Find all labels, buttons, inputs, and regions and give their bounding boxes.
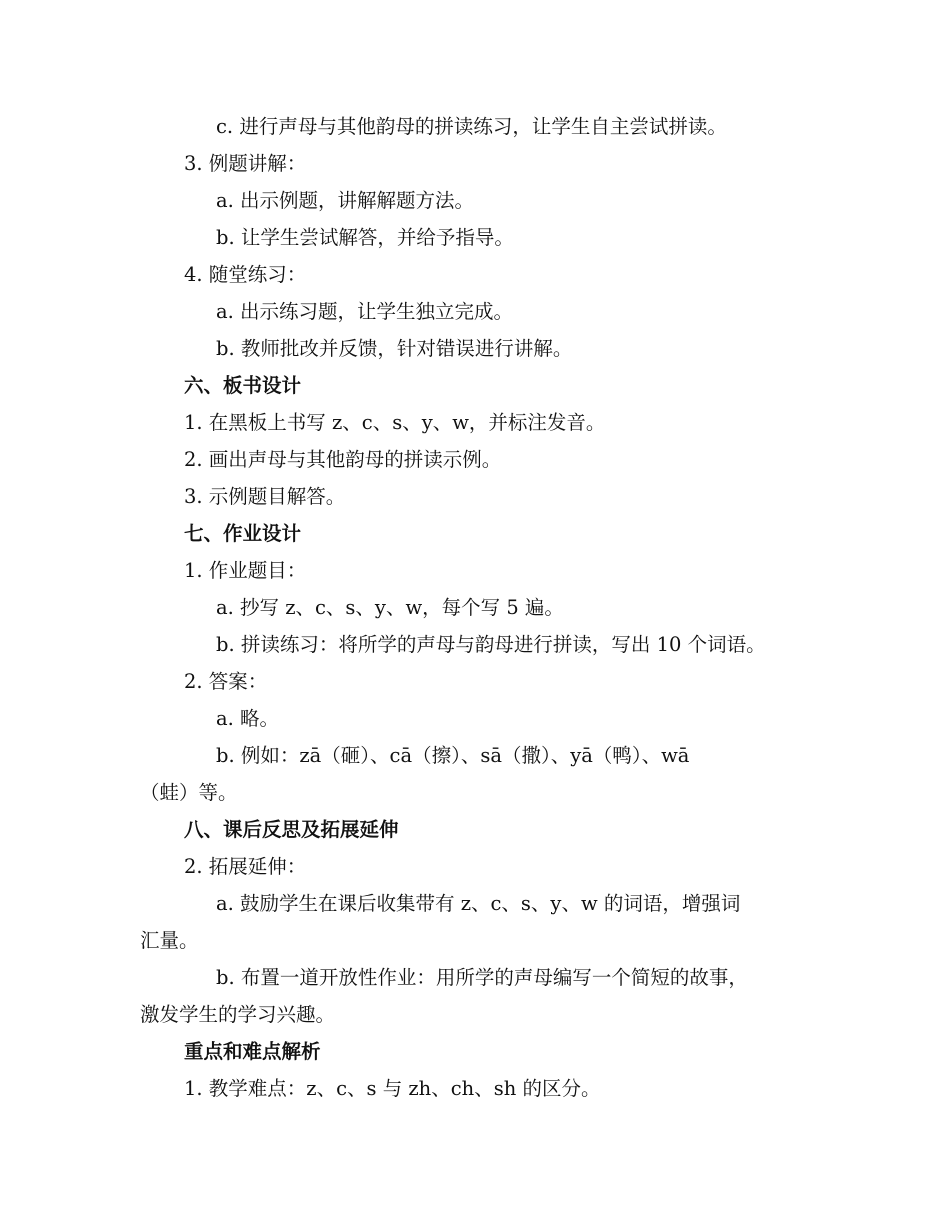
sub-item-a-collect-words-continued: 汇量。 bbox=[140, 929, 199, 952]
sub-item-b-examples: b. 例如：zā（砸）、cā（擦）、sā（撒）、yā（鸭）、wā bbox=[216, 744, 690, 767]
item-3-example-answers: 3. 示例题目解答。 bbox=[184, 485, 346, 508]
item-1-homework-questions: 1. 作业题目： bbox=[184, 559, 307, 582]
section-heading-homework: 七、作业设计 bbox=[184, 522, 302, 545]
sub-item-c-pinyin-practice: c. 进行声母与其他韵母的拼读练习，让学生自主尝试拼读。 bbox=[216, 115, 727, 138]
section-heading-reflection: 八、课后反思及拓展延伸 bbox=[184, 818, 399, 841]
sub-item-a-show-example: a. 出示例题，讲解解题方法。 bbox=[216, 189, 475, 212]
section-heading-blackboard: 六、板书设计 bbox=[184, 374, 302, 397]
item-1-write-on-blackboard: 1. 在黑板上书写 z、c、s、y、w，并标注发音。 bbox=[184, 411, 606, 434]
sub-item-a-copy-letters: a. 抄写 z、c、s、y、w，每个写 5 遍。 bbox=[216, 596, 564, 619]
item-2-draw-examples: 2. 画出声母与其他韵母的拼读示例。 bbox=[184, 448, 502, 471]
item-3-example-explanation: 3. 例题讲解： bbox=[184, 152, 307, 175]
item-2-answers: 2. 答案： bbox=[184, 670, 268, 693]
sub-item-b-spelling-practice: b. 拼读练习：将所学的声母与韵母进行拼读，写出 10 个词语。 bbox=[216, 633, 766, 656]
sub-item-b-open-homework-continued: 激发学生的学习兴趣。 bbox=[140, 1003, 336, 1026]
item-2-extension: 2. 拓展延伸： bbox=[184, 855, 307, 878]
sub-item-b-open-homework: b. 布置一道开放性作业：用所学的声母编写一个简短的故事， bbox=[216, 966, 748, 989]
sub-item-a-collect-words: a. 鼓励学生在课后收集带有 z、c、s、y、w 的词语，增强词 bbox=[216, 892, 741, 915]
sub-item-a-omitted: a. 略。 bbox=[216, 707, 280, 730]
sub-item-b-student-try: b. 让学生尝试解答，并给予指导。 bbox=[216, 226, 514, 249]
item-4-class-practice: 4. 随堂练习： bbox=[184, 263, 307, 286]
sub-item-a-practice-questions: a. 出示练习题，让学生独立完成。 bbox=[216, 300, 514, 323]
section-heading-key-points: 重点和难点解析 bbox=[184, 1040, 321, 1063]
item-1-teaching-difficulty: 1. 教学难点：z、c、s 与 zh、ch、sh 的区分。 bbox=[184, 1077, 601, 1100]
sub-item-b-examples-continued: （蛙）等。 bbox=[140, 781, 238, 804]
sub-item-b-teacher-feedback: b. 教师批改并反馈，针对错误进行讲解。 bbox=[216, 337, 573, 360]
